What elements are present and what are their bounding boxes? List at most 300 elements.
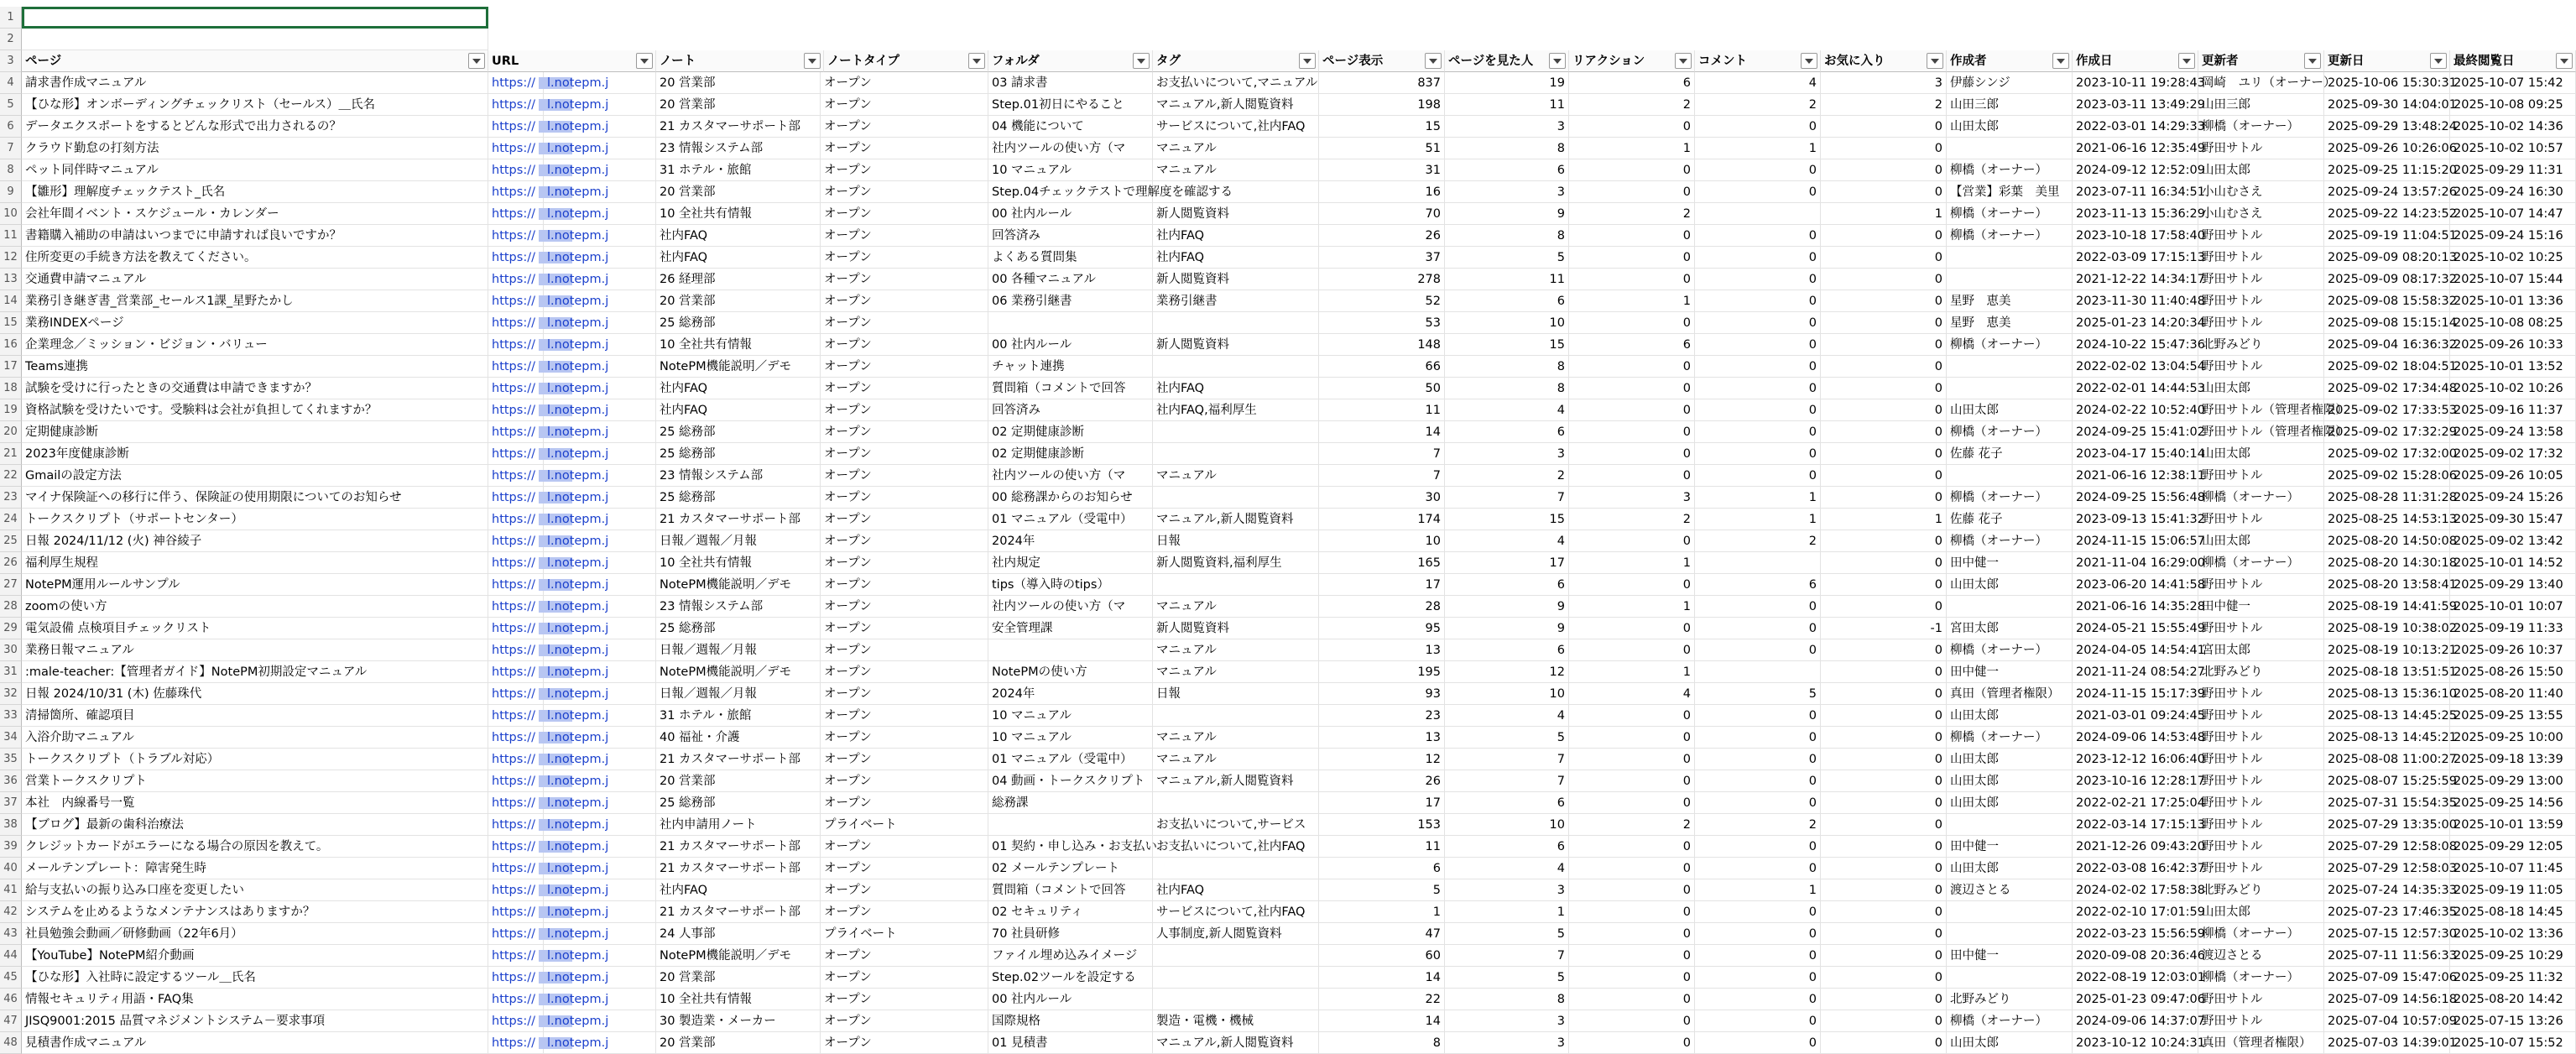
cell-folder[interactable]: 2024年 (988, 683, 1153, 705)
cell-page[interactable]: 業務INDEXページ (22, 312, 488, 334)
cell-url[interactable]: https:// (488, 116, 544, 138)
row-number[interactable]: 26 (0, 552, 22, 574)
cell-comments[interactable] (1695, 661, 1821, 683)
cell-updated[interactable]: 2025-10-06 15:30:31 (2324, 72, 2450, 94)
cell-last-viewed[interactable]: 2025-10-02 10:25 (2450, 247, 2576, 269)
cell-tag[interactable] (1153, 443, 1319, 465)
cell-updater[interactable]: 小山むさえ (2198, 203, 2324, 225)
cell-url-host[interactable]: l.notepm.j (544, 596, 656, 618)
cell-created[interactable]: 2023-10-16 12:28:17 (2073, 770, 2198, 792)
cell-page-views[interactable]: 26 (1319, 770, 1445, 792)
cell-author[interactable]: 田中健一 (1947, 552, 2073, 574)
cell-created[interactable]: 2023-06-20 14:41:58 (2073, 574, 2198, 596)
cell-viewers[interactable]: 5 (1445, 923, 1569, 945)
cell-author[interactable]: 柳橋（オーナー） (1947, 334, 2073, 356)
cell-tag[interactable] (1153, 487, 1319, 509)
header-reactions[interactable] (1569, 50, 1695, 72)
cell-favorites[interactable]: 0 (1821, 552, 1947, 574)
cell-updated[interactable]: 2025-09-22 14:23:52 (2324, 203, 2450, 225)
cell-viewers[interactable]: 5 (1445, 967, 1569, 989)
cell-folder[interactable]: 10 マニュアル (988, 727, 1153, 749)
cell-favorites[interactable]: 2 (1821, 94, 1947, 116)
cell-note-type[interactable]: オープン (821, 487, 988, 509)
cell-page-views[interactable]: 11 (1319, 399, 1445, 421)
cell-url-host[interactable]: l.notepm.j (544, 618, 656, 639)
cell-updater[interactable]: 山田三郎 (2198, 94, 2324, 116)
cell-author[interactable] (1947, 138, 2073, 159)
cell-created[interactable]: 2023-03-11 13:49:29 (2073, 94, 2198, 116)
cell-updated[interactable]: 2025-08-25 14:53:13 (2324, 509, 2450, 530)
cell-reactions[interactable]: 0 (1569, 727, 1695, 749)
cell-page-views[interactable]: 837 (1319, 72, 1445, 94)
cell-last-viewed[interactable]: 2025-09-25 10:00 (2450, 727, 2576, 749)
cell-updated[interactable]: 2025-08-18 13:51:51 (2324, 661, 2450, 683)
cell-url-host[interactable]: l.notepm.j (544, 836, 656, 858)
header-last-viewed[interactable] (2450, 50, 2576, 72)
cell-last-viewed[interactable]: 2025-09-24 15:16 (2450, 225, 2576, 247)
cell-created[interactable]: 2024-04-05 14:54:41 (2073, 639, 2198, 661)
cell-url[interactable]: https:// (488, 727, 544, 749)
cell-viewers[interactable]: 10 (1445, 814, 1569, 836)
cell-favorites[interactable]: 0 (1821, 356, 1947, 378)
cell-viewers[interactable]: 2 (1445, 465, 1569, 487)
cell-viewers[interactable]: 9 (1445, 596, 1569, 618)
cell-updater[interactable]: 田中健一 (2198, 596, 2324, 618)
cell-url-host[interactable]: l.notepm.j (544, 247, 656, 269)
row-number[interactable]: 38 (0, 814, 22, 836)
cell-tag[interactable]: マニュアル (1153, 138, 1319, 159)
row-number[interactable]: 14 (0, 290, 22, 312)
cell-page[interactable]: クレジットカードがエラーになる場合の原因を教えて。 (22, 836, 488, 858)
cell-comments[interactable]: 0 (1695, 181, 1821, 203)
cell-url[interactable]: https:// (488, 225, 544, 247)
cell-created[interactable]: 2025-01-23 14:20:34 (2073, 312, 2198, 334)
cell-page[interactable]: JISQ9001:2015 品質マネジメントシステム－要求事項 (22, 1010, 488, 1032)
cell-folder[interactable]: 02 定期健康診断 (988, 421, 1153, 443)
row-number[interactable]: 35 (0, 749, 22, 770)
cell-updater[interactable]: 岡崎 ユリ（オーナー） (2198, 72, 2324, 94)
cell-url-host[interactable]: l.notepm.j (544, 967, 656, 989)
cell-favorites[interactable]: 0 (1821, 181, 1947, 203)
cell-created[interactable]: 2022-02-01 14:44:53 (2073, 378, 2198, 399)
header-author[interactable] (1947, 50, 2073, 72)
cell-reactions[interactable]: 0 (1569, 618, 1695, 639)
cell-page-views[interactable]: 47 (1319, 923, 1445, 945)
cell-last-viewed[interactable]: 2025-10-01 10:07 (2450, 596, 2576, 618)
cell-page[interactable]: クラウド勤怠の打刻方法 (22, 138, 488, 159)
cell-tag[interactable]: 人事制度,新人閲覧資料 (1153, 923, 1319, 945)
cell-page[interactable]: 試験を受けに行ったときの交通費は申請できますか？ (22, 378, 488, 399)
cell-note[interactable]: 24 人事部 (656, 923, 821, 945)
cell-page[interactable]: 入浴介助マニュアル (22, 727, 488, 749)
cell-last-viewed[interactable]: 2025-09-24 13:58 (2450, 421, 2576, 443)
cell-reactions[interactable]: 0 (1569, 770, 1695, 792)
filter-dropdown-icon[interactable] (2178, 53, 2195, 69)
cell-comments[interactable]: 0 (1695, 378, 1821, 399)
cell-updater[interactable]: 野田サトル (2198, 792, 2324, 814)
cell-reactions[interactable]: 0 (1569, 945, 1695, 967)
cell-folder[interactable] (988, 312, 1153, 334)
cell-note[interactable]: 20 営業部 (656, 181, 821, 203)
cell-updated[interactable]: 2025-08-19 10:38:02 (2324, 618, 2450, 639)
cell-viewers[interactable]: 6 (1445, 792, 1569, 814)
row-number[interactable]: 6 (0, 116, 22, 138)
cell-comments[interactable]: 1 (1695, 509, 1821, 530)
cell-viewers[interactable]: 3 (1445, 1032, 1569, 1054)
cell-page-views[interactable]: 50 (1319, 378, 1445, 399)
cell-favorites[interactable]: 0 (1821, 1032, 1947, 1054)
cell-author[interactable]: 柳橋（オーナー） (1947, 1010, 2073, 1032)
cell-last-viewed[interactable]: 2025-10-08 08:25 (2450, 312, 2576, 334)
cell-note[interactable]: 31 ホテル・旅館 (656, 705, 821, 727)
cell-note-type[interactable]: オープン (821, 269, 988, 290)
cell-note-type[interactable]: オープン (821, 509, 988, 530)
cell-last-viewed[interactable]: 2025-10-02 10:26 (2450, 378, 2576, 399)
cell-note[interactable]: 20 営業部 (656, 72, 821, 94)
cell-note[interactable]: NotePM機能説明／デモ (656, 661, 821, 683)
cell-viewers[interactable]: 15 (1445, 334, 1569, 356)
cell-page[interactable]: 業務日報マニュアル (22, 639, 488, 661)
cell-page-views[interactable]: 153 (1319, 814, 1445, 836)
cell-url[interactable]: https:// (488, 356, 544, 378)
cell-updater[interactable]: 山田太郎 (2198, 901, 2324, 923)
cell-note-type[interactable]: オープン (821, 879, 988, 901)
cell-url-host[interactable]: l.notepm.j (544, 792, 656, 814)
cell-page[interactable]: 社員勉強会動画／研修動画（22年6月） (22, 923, 488, 945)
cell-reactions[interactable]: 0 (1569, 378, 1695, 399)
cell-url-host[interactable]: l.notepm.j (544, 181, 656, 203)
cell-created[interactable]: 2021-06-16 12:35:49 (2073, 138, 2198, 159)
cell-page[interactable]: 【YouTube】NotePM紹介動画 (22, 945, 488, 967)
cell-note[interactable]: 21 カスタマーサポート部 (656, 901, 821, 923)
cell-tag[interactable]: マニュアル (1153, 465, 1319, 487)
cell-author[interactable] (1947, 465, 2073, 487)
cell-created[interactable]: 2021-12-22 14:34:17 (2073, 269, 2198, 290)
cell-url[interactable]: https:// (488, 858, 544, 879)
header-updater[interactable] (2198, 50, 2324, 72)
row-number[interactable]: 29 (0, 618, 22, 639)
cell-note-type[interactable]: プライベート (821, 814, 988, 836)
row-number[interactable]: 11 (0, 225, 22, 247)
cell-comments[interactable]: 6 (1695, 574, 1821, 596)
cell-note-type[interactable]: オープン (821, 203, 988, 225)
cell-last-viewed[interactable]: 2025-09-25 10:29 (2450, 945, 2576, 967)
cell-author[interactable]: 伊藤シンジ (1947, 72, 2073, 94)
cell-note-type[interactable]: オープン (821, 770, 988, 792)
cell-note-type[interactable]: オープン (821, 421, 988, 443)
cell-favorites[interactable]: 0 (1821, 399, 1947, 421)
cell-tag[interactable] (1153, 421, 1319, 443)
cell-url-host[interactable]: l.notepm.j (544, 138, 656, 159)
cell-updated[interactable]: 2025-09-25 11:15:20 (2324, 159, 2450, 181)
row-number[interactable]: 30 (0, 639, 22, 661)
cell-updater[interactable]: 野田サトル (2198, 312, 2324, 334)
cell-updater[interactable]: 小山むさえ (2198, 181, 2324, 203)
cell-page[interactable]: 企業理念／ミッション・ビジョン・バリュー (22, 334, 488, 356)
cell-note[interactable]: NotePM機能説明／デモ (656, 574, 821, 596)
row-number[interactable]: 45 (0, 967, 22, 989)
cell-created[interactable]: 2023-10-12 10:24:31 (2073, 1032, 2198, 1054)
cell-created[interactable]: 2023-11-13 15:36:29 (2073, 203, 2198, 225)
cell-note-type[interactable]: オープン (821, 1010, 988, 1032)
cell-folder[interactable] (988, 814, 1153, 836)
cell-last-viewed[interactable]: 2025-09-26 10:37 (2450, 639, 2576, 661)
cell-note-type[interactable]: オープン (821, 530, 988, 552)
cell-page[interactable]: :male-teacher:【管理者ガイド】NotePM初期設定マニュアル (22, 661, 488, 683)
cell-viewers[interactable]: 3 (1445, 443, 1569, 465)
cell-page[interactable]: 本社 内線番号一覧 (22, 792, 488, 814)
cell-url-host[interactable]: l.notepm.j (544, 378, 656, 399)
cell-page[interactable]: 会社年間イベント・スケジュール・カレンダー (22, 203, 488, 225)
cell-reactions[interactable]: 0 (1569, 247, 1695, 269)
cell-note[interactable]: 社内FAQ (656, 225, 821, 247)
cell-favorites[interactable]: 1 (1821, 203, 1947, 225)
cell-favorites[interactable]: 0 (1821, 159, 1947, 181)
cell-favorites[interactable]: 0 (1821, 574, 1947, 596)
cell-url-host[interactable]: l.notepm.j (544, 421, 656, 443)
cell-url[interactable]: https:// (488, 138, 544, 159)
cell-viewers[interactable]: 8 (1445, 989, 1569, 1010)
cell-page[interactable]: ペット同伴時マニュアル (22, 159, 488, 181)
cell-comments[interactable]: 0 (1695, 967, 1821, 989)
cell-viewers[interactable]: 6 (1445, 421, 1569, 443)
cell-comments[interactable]: 4 (1695, 72, 1821, 94)
cell-reactions[interactable]: 1 (1569, 138, 1695, 159)
cell-url[interactable]: https:// (488, 443, 544, 465)
cell-folder[interactable]: 10 マニュアル (988, 705, 1153, 727)
cell-note[interactable]: 20 営業部 (656, 290, 821, 312)
cell-folder[interactable] (988, 639, 1153, 661)
cell-page-views[interactable]: 174 (1319, 509, 1445, 530)
cell-viewers[interactable]: 9 (1445, 203, 1569, 225)
cell-viewers[interactable]: 7 (1445, 945, 1569, 967)
cell-url[interactable]: https:// (488, 683, 544, 705)
cell-reactions[interactable]: 0 (1569, 356, 1695, 378)
cell-comments[interactable]: 2 (1695, 814, 1821, 836)
cell-last-viewed[interactable]: 2025-10-01 14:52 (2450, 552, 2576, 574)
cell-folder[interactable]: 国際規格 (988, 1010, 1153, 1032)
cell-last-viewed[interactable]: 2025-09-24 15:26 (2450, 487, 2576, 509)
cell-tag[interactable]: マニュアル (1153, 159, 1319, 181)
cell-last-viewed[interactable]: 2025-09-02 13:42 (2450, 530, 2576, 552)
cell-page[interactable]: データエクスポートをするとどんな形式で出力されるの？ (22, 116, 488, 138)
cell-page-views[interactable]: 93 (1319, 683, 1445, 705)
cell-last-viewed[interactable]: 2025-09-16 11:37 (2450, 399, 2576, 421)
cell-note-type[interactable]: オープン (821, 399, 988, 421)
cell-tag[interactable] (1153, 792, 1319, 814)
cell-page-views[interactable]: 8 (1319, 1032, 1445, 1054)
cell-url[interactable]: https:// (488, 639, 544, 661)
cell-comments[interactable]: 0 (1695, 901, 1821, 923)
cell-created[interactable]: 2022-03-23 15:56:59 (2073, 923, 2198, 945)
cell-created[interactable]: 2022-02-02 13:04:54 (2073, 356, 2198, 378)
cell-reactions[interactable]: 0 (1569, 1032, 1695, 1054)
cell-viewers[interactable]: 7 (1445, 770, 1569, 792)
cell-tag[interactable]: マニュアル (1153, 639, 1319, 661)
cell-created[interactable]: 2022-02-10 17:01:59 (2073, 901, 2198, 923)
cell-note[interactable]: 10 全社共有情報 (656, 334, 821, 356)
cell-note-type[interactable]: オープン (821, 749, 988, 770)
row-number[interactable]: 48 (0, 1032, 22, 1054)
cell-url-host[interactable]: l.notepm.j (544, 509, 656, 530)
cell-favorites[interactable]: 0 (1821, 989, 1947, 1010)
cell-favorites[interactable]: 0 (1821, 596, 1947, 618)
cell-url-host[interactable]: l.notepm.j (544, 116, 656, 138)
cell-created[interactable]: 2021-03-01 09:24:45 (2073, 705, 2198, 727)
header-page-views[interactable] (1319, 50, 1445, 72)
cell-author[interactable]: 山田太郎 (1947, 858, 2073, 879)
cell-tag[interactable] (1153, 181, 1319, 203)
header-folder[interactable] (988, 50, 1153, 72)
cell-reactions[interactable]: 0 (1569, 989, 1695, 1010)
cell-updater[interactable]: 野田サトル (2198, 858, 2324, 879)
report-period-cell[interactable] (22, 29, 488, 50)
cell-viewers[interactable]: 10 (1445, 683, 1569, 705)
row-number[interactable]: 16 (0, 334, 22, 356)
cell-updated[interactable]: 2025-09-30 14:04:01 (2324, 94, 2450, 116)
cell-comments[interactable]: 0 (1695, 923, 1821, 945)
cell-created[interactable]: 2021-11-24 08:54:27 (2073, 661, 2198, 683)
cell-comments[interactable]: 0 (1695, 312, 1821, 334)
cell-note-type[interactable]: オープン (821, 727, 988, 749)
cell-note-type[interactable]: オープン (821, 967, 988, 989)
cell-page-views[interactable]: 165 (1319, 552, 1445, 574)
cell-page[interactable]: トークスクリプト（トラブル対応） (22, 749, 488, 770)
cell-folder[interactable]: 02 定期健康診断 (988, 443, 1153, 465)
cell-viewers[interactable]: 19 (1445, 72, 1569, 94)
cell-author[interactable]: 佐藤 花子 (1947, 443, 2073, 465)
cell-folder[interactable]: Step.04チェックテストで理解度を確認する (988, 181, 1153, 203)
cell-note-type[interactable]: オープン (821, 94, 988, 116)
cell-created[interactable]: 2022-08-19 12:03:01 (2073, 967, 2198, 989)
row-number[interactable]: 22 (0, 465, 22, 487)
cell-updated[interactable]: 2025-07-15 12:57:30 (2324, 923, 2450, 945)
cell-viewers[interactable]: 6 (1445, 159, 1569, 181)
cell-tag[interactable]: 社内FAQ (1153, 225, 1319, 247)
cell-created[interactable]: 2024-02-22 10:52:40 (2073, 399, 2198, 421)
cell-folder[interactable]: Step.01初日にやること (988, 94, 1153, 116)
cell-note[interactable]: 社内FAQ (656, 247, 821, 269)
cell-reactions[interactable]: 1 (1569, 552, 1695, 574)
cell-url-host[interactable]: l.notepm.j (544, 356, 656, 378)
row-number[interactable]: 41 (0, 879, 22, 901)
cell-updater[interactable]: 山田太郎 (2198, 159, 2324, 181)
cell-last-viewed[interactable]: 2025-09-25 11:32 (2450, 967, 2576, 989)
cell-url-host[interactable]: l.notepm.j (544, 159, 656, 181)
cell-url[interactable]: https:// (488, 552, 544, 574)
cell-note-type[interactable]: オープン (821, 247, 988, 269)
cell-author[interactable]: 宮田太郎 (1947, 618, 2073, 639)
cell-comments[interactable]: 0 (1695, 399, 1821, 421)
cell-author[interactable] (1947, 596, 2073, 618)
cell-author[interactable]: 佐藤 花子 (1947, 509, 2073, 530)
header-comments[interactable] (1695, 50, 1821, 72)
cell-tag[interactable] (1153, 858, 1319, 879)
cell-tag[interactable]: 新人閲覧資料 (1153, 618, 1319, 639)
cell-updater[interactable]: 野田サトル (2198, 225, 2324, 247)
cell-last-viewed[interactable]: 2025-10-01 13:52 (2450, 356, 2576, 378)
cell-url[interactable]: https:// (488, 465, 544, 487)
cell-note[interactable]: 社内FAQ (656, 399, 821, 421)
cell-reactions[interactable]: 0 (1569, 465, 1695, 487)
cell-note[interactable]: 25 総務部 (656, 312, 821, 334)
cell-folder[interactable]: 00 総務課からのお知らせ (988, 487, 1153, 509)
cell-folder[interactable]: 02 メールテンプレート (988, 858, 1153, 879)
header-url[interactable] (488, 50, 656, 72)
cell-note[interactable]: 21 カスタマーサポート部 (656, 749, 821, 770)
cell-updated[interactable]: 2025-09-04 16:36:32 (2324, 334, 2450, 356)
cell-page-views[interactable]: 60 (1319, 945, 1445, 967)
cell-updater[interactable]: 野田サトル (2198, 683, 2324, 705)
row-number[interactable]: 44 (0, 945, 22, 967)
cell-viewers[interactable]: 6 (1445, 836, 1569, 858)
cell-favorites[interactable]: 0 (1821, 443, 1947, 465)
cell-page[interactable]: 住所変更の手続き方法を教えてください。 (22, 247, 488, 269)
cell-last-viewed[interactable]: 2025-07-15 13:26 (2450, 1010, 2576, 1032)
cell-note[interactable]: 20 営業部 (656, 1032, 821, 1054)
cell-last-viewed[interactable]: 2025-09-30 15:47 (2450, 509, 2576, 530)
row-number[interactable]: 8 (0, 159, 22, 181)
cell-url-host[interactable]: l.notepm.j (544, 487, 656, 509)
cell-note[interactable]: 10 全社共有情報 (656, 552, 821, 574)
cell-updater[interactable]: 野田サトル（管理者権限） (2198, 421, 2324, 443)
cell-page-views[interactable]: 70 (1319, 203, 1445, 225)
cell-updated[interactable]: 2025-09-02 17:32:29 (2324, 421, 2450, 443)
cell-favorites[interactable]: 0 (1821, 421, 1947, 443)
cell-created[interactable]: 2021-06-16 14:35:28 (2073, 596, 2198, 618)
filter-dropdown-icon[interactable] (968, 53, 985, 69)
cell-updater[interactable]: 渡辺さとる (2198, 945, 2324, 967)
cell-author[interactable]: 星野 恵美 (1947, 312, 2073, 334)
cell-viewers[interactable]: 17 (1445, 552, 1569, 574)
cell-note-type[interactable]: オープン (821, 443, 988, 465)
cell-author[interactable]: 田中健一 (1947, 945, 2073, 967)
cell-tag[interactable] (1153, 705, 1319, 727)
cell-page[interactable]: トークスクリプト（サポートセンター） (22, 509, 488, 530)
cell-comments[interactable]: 0 (1695, 116, 1821, 138)
cell-comments[interactable]: 0 (1695, 792, 1821, 814)
row-number[interactable]: 25 (0, 530, 22, 552)
cell-page-views[interactable]: 148 (1319, 334, 1445, 356)
cell-url[interactable]: https:// (488, 530, 544, 552)
cell-tag[interactable]: マニュアル,新人閲覧資料 (1153, 94, 1319, 116)
cell-note-type[interactable]: オープン (821, 116, 988, 138)
cell-author[interactable]: 柳橋（オーナー） (1947, 727, 2073, 749)
cell-url-host[interactable]: l.notepm.j (544, 269, 656, 290)
cell-page[interactable]: 資格試験を受けたいです。受験料は会社が負担してくれますか？ (22, 399, 488, 421)
cell-favorites[interactable]: 0 (1821, 138, 1947, 159)
cell-favorites[interactable]: -1 (1821, 618, 1947, 639)
cell-updated[interactable]: 2025-08-20 14:30:18 (2324, 552, 2450, 574)
cell-reactions[interactable]: 0 (1569, 269, 1695, 290)
cell-url[interactable]: https:// (488, 967, 544, 989)
cell-folder[interactable]: NotePMの使い方 (988, 661, 1153, 683)
row-number[interactable]: 43 (0, 923, 22, 945)
cell-author[interactable]: 柳橋（オーナー） (1947, 530, 2073, 552)
cell-last-viewed[interactable]: 2025-09-25 13:55 (2450, 705, 2576, 727)
cell-url-host[interactable]: l.notepm.j (544, 334, 656, 356)
cell-tag[interactable]: 日報 (1153, 530, 1319, 552)
cell-author[interactable] (1947, 814, 2073, 836)
cell-folder[interactable]: tips（導入時のtips） (988, 574, 1153, 596)
cell-page[interactable]: 日報 2024/11/12 (火) 神谷綾子 (22, 530, 488, 552)
cell-reactions[interactable]: 0 (1569, 399, 1695, 421)
cell-updater[interactable]: 野田サトル (2198, 290, 2324, 312)
cell-note-type[interactable]: オープン (821, 661, 988, 683)
cell-viewers[interactable]: 10 (1445, 312, 1569, 334)
cell-page[interactable]: 請求書作成マニュアル (22, 72, 488, 94)
cell-author[interactable]: 柳橋（オーナー） (1947, 639, 2073, 661)
